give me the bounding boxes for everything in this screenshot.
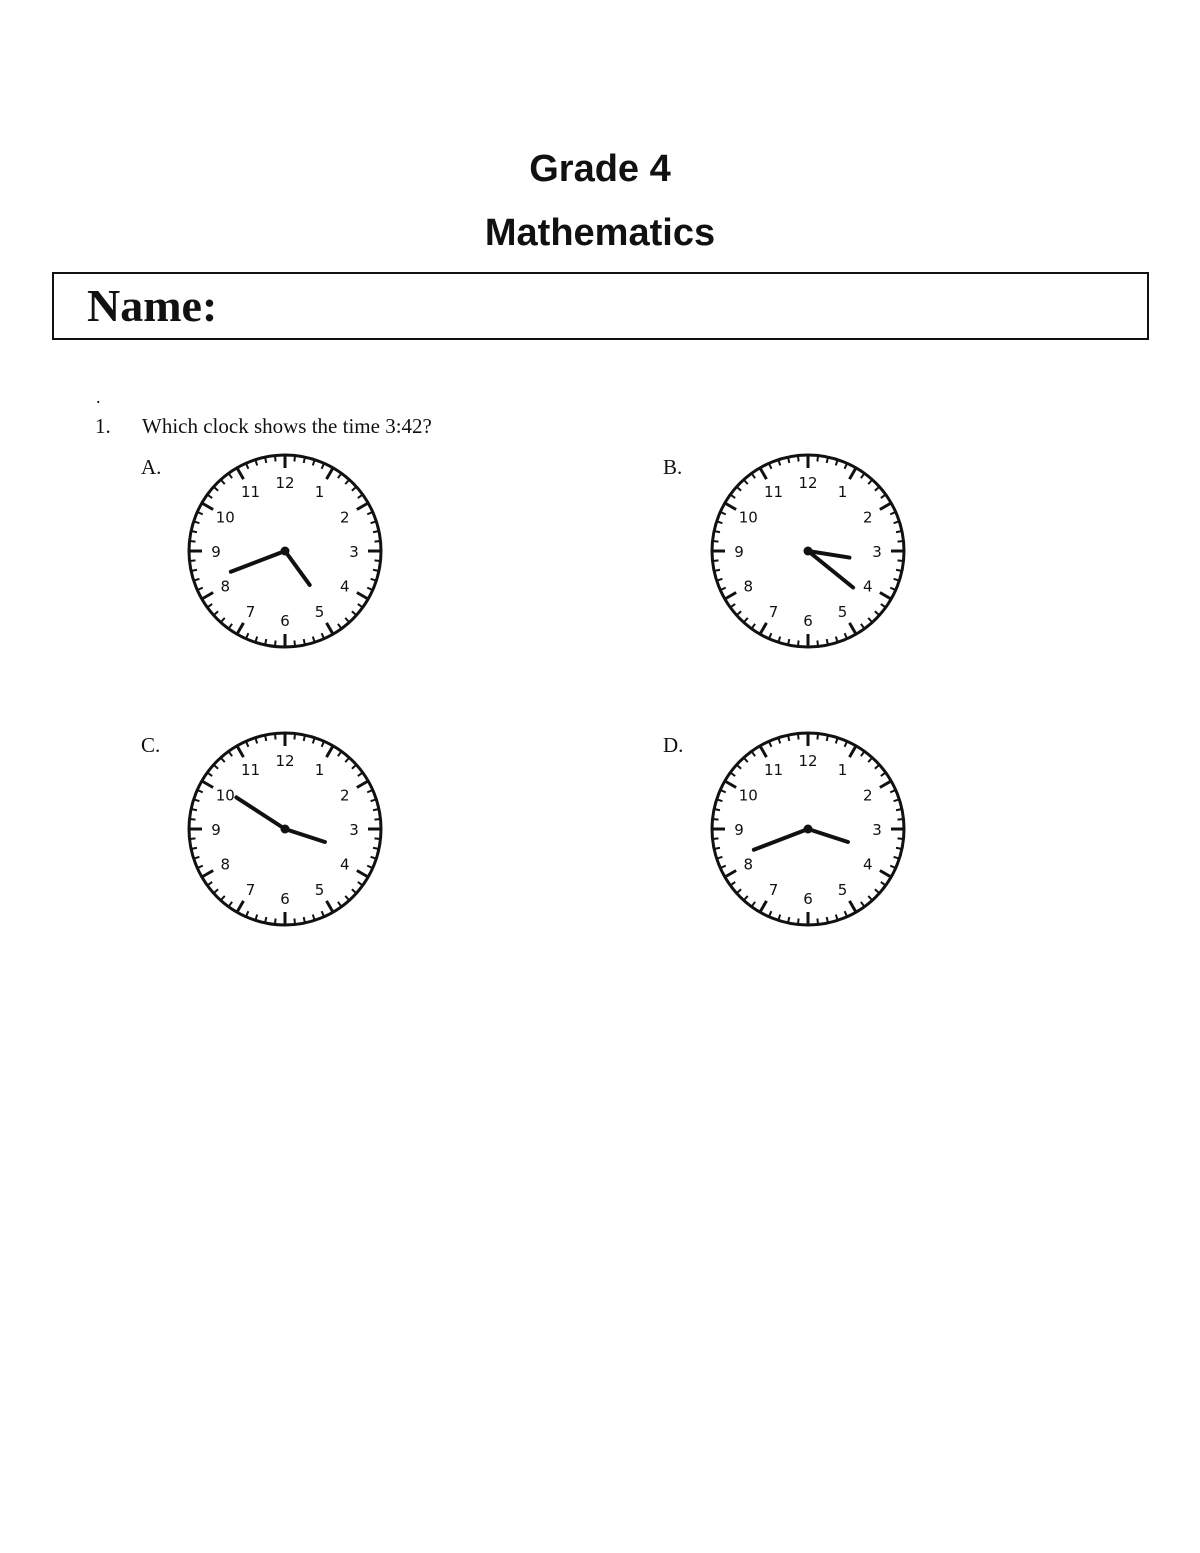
option-a-clock[interactable]: [185, 451, 385, 651]
minute-tick: [788, 639, 789, 645]
minute-tick: [294, 919, 295, 925]
clock-number: 9: [211, 821, 221, 839]
minute-tick: [896, 809, 902, 810]
clock-number: 5: [314, 880, 325, 899]
clock-number: 11: [763, 483, 784, 502]
clock-number: 7: [245, 880, 256, 899]
clock-number: 2: [862, 786, 873, 805]
clock-number: 6: [803, 890, 813, 908]
minute-tick: [294, 456, 295, 462]
clock-number: 9: [734, 821, 744, 839]
clock-number: 6: [803, 612, 813, 630]
clock-number: 5: [837, 602, 848, 621]
minute-tick: [373, 570, 379, 571]
clock-number: 12: [275, 474, 295, 492]
option-label-a[interactable]: A.: [141, 455, 162, 479]
option-label-b[interactable]: B.: [663, 455, 683, 479]
minute-tick: [827, 735, 828, 741]
minute-tick: [714, 570, 720, 571]
clock-face: [185, 729, 385, 929]
clock-number: 10: [738, 508, 758, 527]
minute-tick: [896, 570, 902, 571]
clock-number: 4: [862, 577, 873, 596]
clock-number: 6: [280, 612, 290, 630]
minute-tick: [191, 531, 197, 532]
option-label-c[interactable]: C.: [141, 733, 161, 757]
clock-face: [185, 451, 385, 651]
clock-number: 7: [768, 880, 779, 899]
minute-tick: [788, 457, 789, 463]
document-title-subject: Mathematics: [484, 212, 716, 254]
clock-center-pin: [281, 825, 290, 834]
clock-number: 9: [734, 543, 744, 561]
option-c-clock[interactable]: [185, 729, 385, 929]
minute-tick: [714, 531, 720, 532]
minute-tick: [294, 641, 295, 647]
clock-center-pin: [804, 547, 813, 556]
clock-number: 8: [743, 855, 754, 874]
minute-tick: [713, 541, 719, 542]
minute-tick: [827, 917, 828, 923]
minute-tick: [304, 917, 305, 923]
minute-tick: [304, 735, 305, 741]
clock-number: 4: [339, 577, 350, 596]
clock-face: [708, 729, 908, 929]
minute-tick: [713, 560, 719, 561]
clock-number: 10: [215, 786, 235, 805]
minute-tick: [817, 734, 818, 740]
minute-tick: [275, 641, 276, 647]
minute-tick: [275, 456, 276, 462]
minute-tick: [190, 819, 196, 820]
clock-number: 4: [339, 855, 350, 874]
minute-tick: [373, 531, 379, 532]
clock-number: 11: [763, 761, 784, 780]
option-label-d[interactable]: D.: [663, 733, 684, 757]
minute-tick: [375, 819, 381, 820]
name-label: Name:: [87, 280, 218, 331]
minute-tick: [817, 456, 818, 462]
clock-center-pin: [281, 547, 290, 556]
minute-tick: [788, 917, 789, 923]
minute-tick: [896, 531, 902, 532]
minute-tick: [788, 735, 789, 741]
name-field[interactable]: [52, 272, 1149, 340]
clock-number: 4: [862, 855, 873, 874]
minute-tick: [191, 809, 197, 810]
document-title-grade: Grade 4: [529, 148, 671, 190]
minute-tick: [265, 457, 266, 463]
clock-number: 1: [837, 761, 848, 780]
minute-tick: [190, 838, 196, 839]
minute-tick: [798, 919, 799, 925]
minute-tick: [265, 735, 266, 741]
minute-tick: [373, 809, 379, 810]
minute-tick: [375, 838, 381, 839]
question-number: 1.: [95, 414, 111, 438]
minute-tick: [898, 819, 904, 820]
minute-tick: [714, 848, 720, 849]
minute-tick: [798, 641, 799, 647]
minute-tick: [304, 457, 305, 463]
minute-tick: [898, 838, 904, 839]
minute-tick: [375, 560, 381, 561]
clock-number: 10: [738, 786, 758, 805]
minute-tick: [898, 541, 904, 542]
clock-number: 1: [837, 483, 848, 502]
clock-number: 2: [339, 508, 350, 527]
minute-tick: [817, 641, 818, 647]
clock-number: 6: [280, 890, 290, 908]
clock-number: 3: [349, 543, 359, 561]
minute-tick: [191, 848, 197, 849]
clock-number: 11: [240, 761, 261, 780]
clock-number: 9: [211, 543, 221, 561]
minute-tick: [265, 639, 266, 645]
clock-number: 1: [314, 761, 325, 780]
clock-number: 8: [220, 577, 231, 596]
clock-number: 5: [314, 602, 325, 621]
minute-tick: [714, 809, 720, 810]
clock-number: 12: [275, 752, 295, 770]
clock-center-pin: [804, 825, 813, 834]
minute-tick: [304, 639, 305, 645]
minute-tick: [798, 456, 799, 462]
minute-tick: [373, 848, 379, 849]
minute-tick: [898, 560, 904, 561]
minute-tick: [191, 570, 197, 571]
clock-number: 2: [339, 786, 350, 805]
clock-number: 3: [349, 821, 359, 839]
question-text: Which clock shows the time 3:42?: [142, 414, 432, 438]
clock-number: 10: [215, 508, 235, 527]
clock-number: 1: [314, 483, 325, 502]
clock-number: 8: [220, 855, 231, 874]
clock-number: 12: [798, 474, 818, 492]
clock-number: 3: [872, 821, 882, 839]
minute-tick: [827, 457, 828, 463]
clock-number: 7: [768, 602, 779, 621]
minute-tick: [275, 734, 276, 740]
option-d-clock[interactable]: [708, 729, 908, 929]
minute-tick: [713, 819, 719, 820]
clock-number: 7: [245, 602, 256, 621]
minute-tick: [275, 919, 276, 925]
option-b-clock[interactable]: [708, 451, 908, 651]
minute-tick: [294, 734, 295, 740]
clock-number: 5: [837, 880, 848, 899]
minute-tick: [265, 917, 266, 923]
minute-tick: [817, 919, 818, 925]
minute-tick: [798, 734, 799, 740]
minute-tick: [375, 541, 381, 542]
clock-face: [708, 451, 908, 651]
clock-number: 2: [862, 508, 873, 527]
minute-tick: [896, 848, 902, 849]
minute-tick: [827, 639, 828, 645]
clock-number: 8: [743, 577, 754, 596]
clock-number: 3: [872, 543, 882, 561]
minute-tick: [190, 560, 196, 561]
clock-number: 12: [798, 752, 818, 770]
minute-tick: [713, 838, 719, 839]
bullet-mark: .: [96, 387, 101, 407]
minute-tick: [190, 541, 196, 542]
clock-number: 11: [240, 483, 261, 502]
